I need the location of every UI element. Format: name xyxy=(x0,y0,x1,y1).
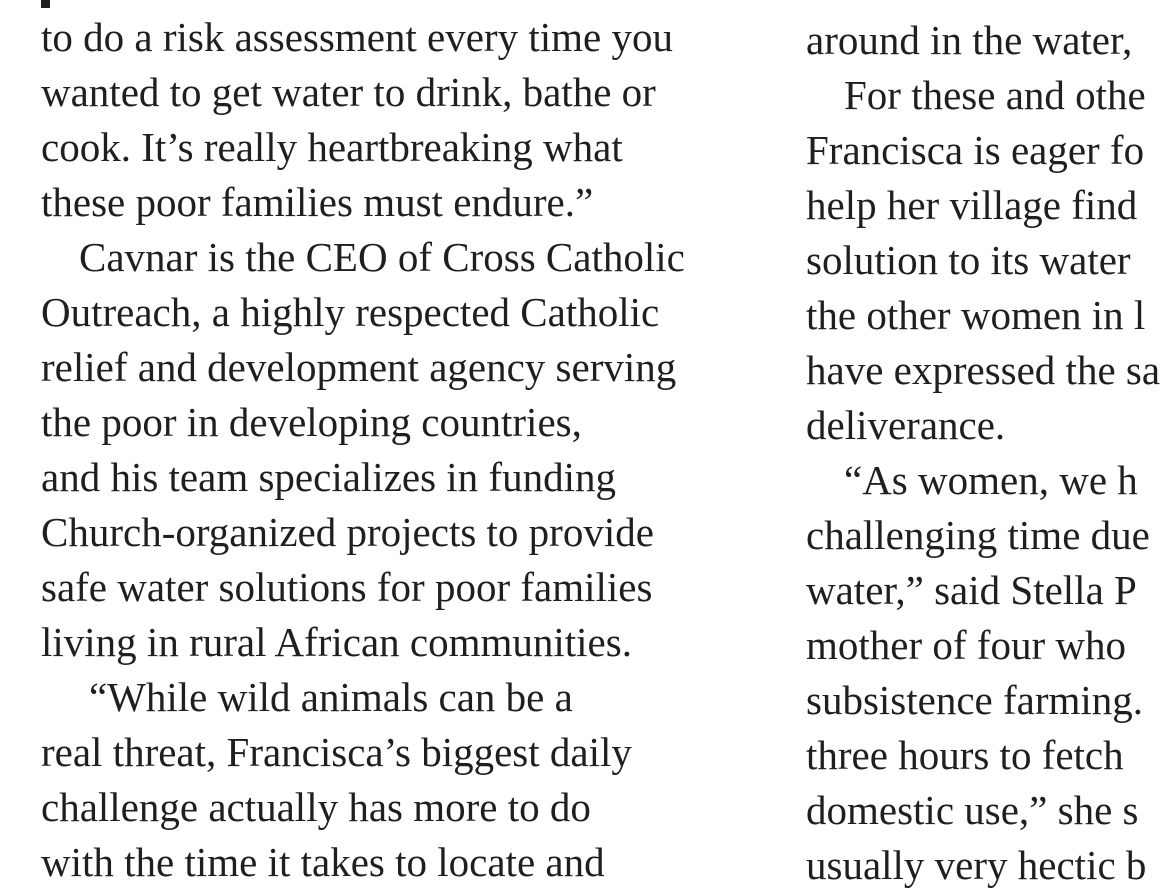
text-line: Francisca is eager fo xyxy=(806,127,1145,173)
text-line: For these and othe xyxy=(844,72,1146,118)
text-line: “While wild animals can be a xyxy=(89,674,573,720)
text-line: these poor families must endure.” xyxy=(41,179,594,225)
text-line: usually very hectic b xyxy=(806,842,1147,888)
text-line: help her village find xyxy=(806,182,1138,228)
text-line: Cavnar is the CEO of Cross Catholic xyxy=(79,234,685,280)
text-line: water,” said Stella P xyxy=(806,567,1137,613)
text-line: to do a risk assessment every time you xyxy=(41,14,673,60)
text-line: wanted to get water to drink, bathe or xyxy=(41,69,656,115)
text-line: subsistence farming. xyxy=(806,677,1144,723)
text-line: challenge actually has more to do xyxy=(41,784,591,830)
text-line: “As women, we h xyxy=(844,457,1138,503)
text-line: relief and development agency serving xyxy=(41,344,677,390)
right-text-column xyxy=(806,0,1168,895)
text-line: challenging time due xyxy=(806,512,1150,558)
text-line: the other women in l xyxy=(806,292,1146,338)
text-line: cook. It’s really heartbreaking what xyxy=(41,124,623,170)
text-line: solution to its water xyxy=(806,237,1131,283)
text-line: living in rural African communities. xyxy=(41,619,632,665)
text-line: and his team specializes in funding xyxy=(41,454,616,500)
text-line: the poor in developing countries, xyxy=(41,399,582,445)
text-line: with the time it takes to locate and xyxy=(41,839,605,885)
text-line: Church-organized projects to provide xyxy=(41,509,654,555)
text-line: around in the water, xyxy=(806,17,1133,63)
text-line: deliverance. xyxy=(806,402,1006,448)
left-text-column xyxy=(41,0,761,895)
text-line: domestic use,” she s xyxy=(806,787,1139,833)
text-line: three hours to fetch xyxy=(806,732,1124,778)
text-line: real threat, Francisca’s biggest daily xyxy=(41,729,632,775)
text-line: have expressed the sa xyxy=(806,347,1161,393)
text-line: Outreach, a highly respected Catholic xyxy=(41,289,660,335)
text-line: safe water solutions for poor families xyxy=(41,564,653,610)
text-line: mother of four who xyxy=(806,622,1126,668)
